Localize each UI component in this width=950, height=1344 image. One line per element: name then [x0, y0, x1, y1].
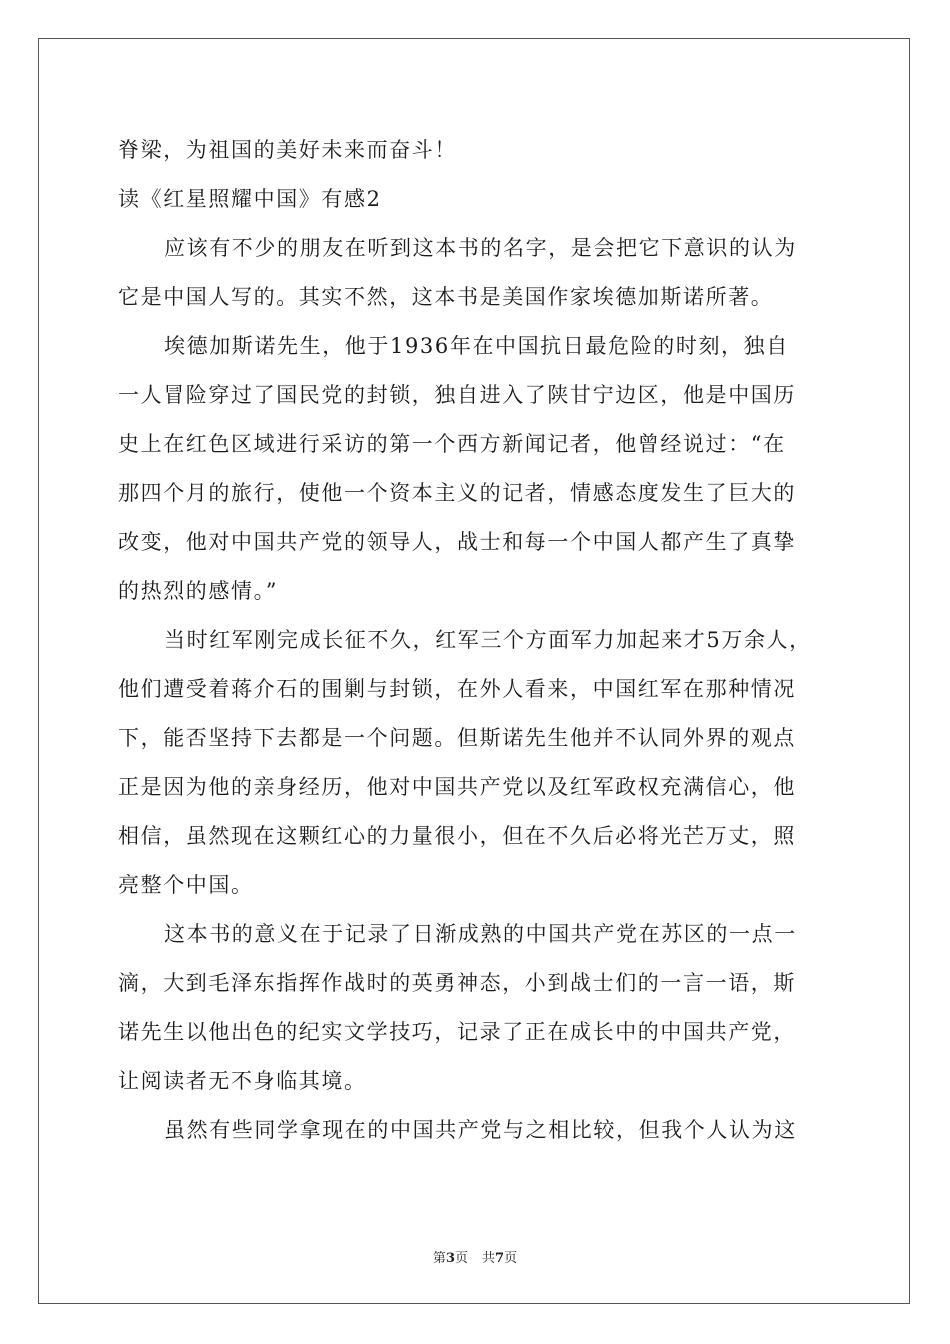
text-line: 当时红军刚完成长征不久，红军三个方面军力加起来才5万余人， [164, 628, 812, 652]
total-prefix: 共 [482, 1251, 496, 1266]
page-word: 页 [454, 1251, 468, 1266]
text-line: 他们遭受着蒋介石的围剿与封锁，在外人看来，中国红军在那种情况 [118, 677, 796, 701]
text-line: 它是中国人写的。其实不然，这本书是美国作家埃德加斯诺所著。 [118, 285, 774, 309]
text-line: 那四个月的旅行，使他一个资本主义的记者，情感态度发生了巨大的 [118, 481, 796, 505]
text-line: 的热烈的感情。” [118, 579, 279, 603]
text-line: 埃德加斯诺先生，他于1936年在中国抗日最危险的时刻，独自 [164, 334, 789, 358]
document-body [118, 126, 833, 1155]
section-heading: 读《红星照耀中国》有感2 [118, 187, 382, 211]
text-line: 这本书的意义在于记录了日渐成熟的中国共产党在苏区的一点一 [164, 922, 797, 946]
text-line: 应该有不少的朋友在听到这本书的名字，是会把它下意识的认为 [164, 236, 797, 260]
page-prefix: 第 [432, 1251, 446, 1266]
text-line: 下，能否坚持下去都是一个问题。但斯诺先生他并不认同外界的观点 [118, 726, 796, 750]
text-line: 相信，虽然现在这颗红心的力量很小，但在不久后必将光芒万丈，照 [118, 824, 796, 848]
text-line: 一人冒险穿过了国民党的封锁，独自进入了陕甘宁边区，他是中国历 [118, 383, 796, 407]
text-line: 让阅读者无不身临其境。 [118, 1069, 367, 1093]
text-line: 滴，大到毛泽东指挥作战时的英勇神态，小到战士们的一言一语，斯 [118, 971, 796, 995]
text-line: 脊梁，为祖国的美好未来而奋斗！ [118, 138, 457, 162]
total-page-count: 7 [495, 1251, 505, 1266]
text-line: 正是因为他的亲身经历，他对中国共产党以及红军政权充满信心，他 [118, 775, 796, 799]
text-line: 史上在红色区域进行采访的第一个西方新闻记者，他曾经说过：“在 [118, 432, 786, 456]
current-page-number: 3 [445, 1251, 455, 1266]
total-suffix: 页 [504, 1251, 518, 1266]
text-line: 改变，他对中国共产党的领导人，战士和每一个中国人都产生了真挚 [118, 530, 796, 554]
text-line: 亮整个中国。 [118, 873, 254, 897]
page-footer [0, 1247, 950, 1266]
text-line: 诺先生以他出色的纪实文学技巧，记录了正在成长中的中国共产党， [118, 1020, 796, 1044]
text-line: 虽然有些同学拿现在的中国共产党与之相比较，但我个人认为这 [164, 1118, 797, 1142]
